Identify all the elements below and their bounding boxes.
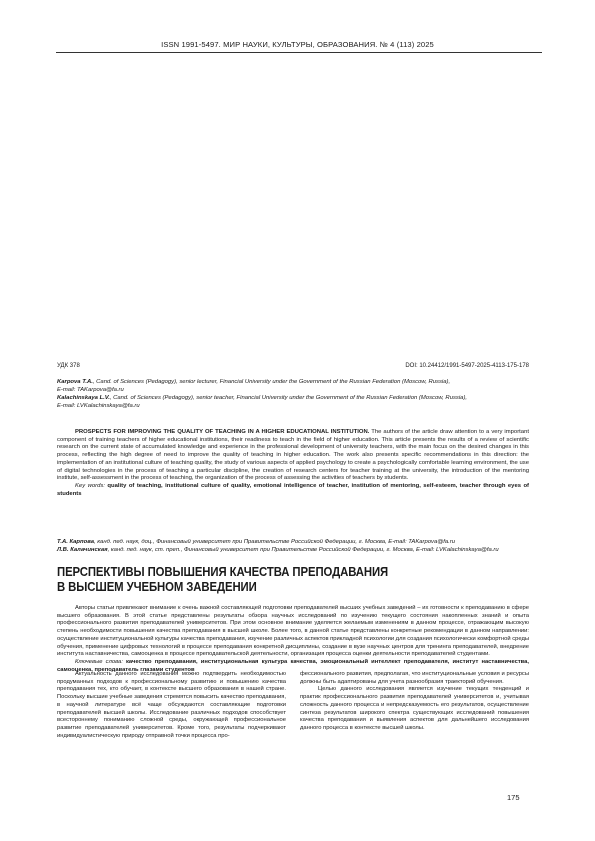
abstract-en-body bbox=[57, 429, 529, 483]
author-en-2 bbox=[57, 395, 529, 403]
body-paragraph bbox=[300, 671, 529, 686]
abstract-ru-text: Авторы статьи привлекают внимание к очень важной составляющей подготовки преподавателей высших учебных заведений – их готовности к преподаванию в сфере высшего образования. В этой статье представлены результаты обзора научных исследований по изучению текущего состояния накопленных знаний и опыта профессионального развития преподавателей университетов. При этом основное внимание уделяется желаемым изменениям в данном процессе, отражающим высокую степень необходимости повышения качества преподавания в высшей школе. Более того, в данной статье представлены конкретные рекомендации в данном направлении: осуществление институциональной культуры качества преподавания, изучение различных аспектов прикладной психологии для создания психологически комфортной среды обучения, применение цифровых технологий в процессе преподавания конкретной дисциплины, создание в вузе научных центров для тренинга преподавателей, внедрение института наставничества, самооценка в процессе преподавательской деятельности, организация процесса оценки деятельности преподавателей студентами. bbox=[57, 605, 530, 658]
header-divider bbox=[56, 52, 542, 53]
body-column-left bbox=[57, 671, 286, 740]
body-right-text-2: Целью данного исследования является изучение текущих тенденций и практик профессионального развития преподавателей университетов и, учитывая сложность данного процесса и непредсказуемость его результатов, осуществление синтеза результатов широкого спектра существующих исследований повышения качества преподавания и выявления аспектов для дальнейшего исследования данного процесса в контексте высшей школы. bbox=[300, 686, 529, 731]
author-en-1 bbox=[57, 379, 529, 387]
abstract-ru-body bbox=[57, 605, 529, 659]
journal-header: ISSN 1991-5497. МИР НАУКИ, КУЛЬТУРЫ, ОБРАЗОВАНИЯ. № 4 (113) 2025 bbox=[161, 40, 434, 49]
abstract-russian bbox=[57, 605, 529, 674]
title-ru-line-1: ПЕРСПЕКТИВЫ ПОВЫШЕНИЯ КАЧЕСТВА ПРЕПОДАВАНИЯ bbox=[57, 564, 389, 579]
udk-code: УДК 378 bbox=[57, 363, 80, 369]
body-column-right bbox=[300, 671, 529, 733]
author-ru-2-details: , канд. пед. наук, ст. преп., Финансовый университет при Правительстве Российской Федерации, г. Москва, E-mail: LVKalachinskaya@fa.ru bbox=[107, 547, 499, 554]
body-paragraph bbox=[300, 686, 529, 732]
keywords-english bbox=[57, 483, 529, 498]
keywords-ru-text: качество преподавания, институциональная культура качества, эмоциональный интеллект преподавателя, институт наставничества, самооценка, преподаватель глазами студентов bbox=[57, 658, 529, 673]
author-ru-2-name: Л.В. Калачинская bbox=[57, 547, 108, 554]
author-en-1-details: , Cand. of Sciences (Pedagogy), senior lecturer, Financial University under the Government of the Russian Federation (Moscow, Russia), bbox=[92, 379, 451, 385]
abstract-english bbox=[57, 429, 529, 498]
author-en-2-name: Kalachinskaya L.V. bbox=[57, 394, 110, 401]
keywords-en-text: quality of teaching, institutional culture of quality, emotional intelligence of teacher, institution of mentoring, self-esteem, teacher through eyes of students bbox=[57, 482, 530, 497]
title-ru-line-2: В ВЫСШЕМ УЧЕБНОМ ЗАВЕДЕНИИ bbox=[57, 579, 257, 594]
authors-english bbox=[57, 379, 529, 411]
author-ru-1 bbox=[57, 538, 529, 546]
author-en-1-name: Karpova T.A. bbox=[57, 379, 93, 385]
authors-russian bbox=[57, 538, 529, 555]
author-ru-1-details: , канд. пед. наук, доц., Финансовый университет при Правительстве Российской Федерации, г. Москва, E-mail: TAKarpova@fa.ru bbox=[94, 539, 456, 545]
author-en-2-details: , Cand. of Sciences (Pedagogy), senior teacher, Financial University under the Government of the Russian Federation (Moscow, Russia), bbox=[109, 394, 468, 401]
keywords-en-label: Key words: bbox=[75, 482, 105, 489]
page-number: 175 bbox=[507, 793, 520, 802]
body-left-text: Актуальность данного исследования можно подтвердить необходимостью продуманных подходов к профессиональному развитию и повышению качества преподавания тех, кто обучает, в контексте высшего образования в нашей стране. Поскольку высшие учебные заведения стремятся повысить качество преподавания, в научной литературе всё чаще обсуждаются составляющие подготовки преподавателей высшей школы. Исследование различных подходов способствует всестороннему пониманию сложной среды, окружающей профессиональное развитие преподавателей университетов. Кроме того, результаты подчеркивают индивидуалистическую природу отправной точки процесса про- bbox=[57, 671, 286, 739]
body-paragraph bbox=[57, 671, 286, 740]
abstract-en-text: The authors of the article draw attention to a very important component of training teachers of higher educational institutions, their readiness to teach in the field of higher education. This article presents the results of a review of scientific research on the current state of accumulated knowledge and experience in the professional development of university teachers, with the main focus on the desired changes in this process, reflecting the high degree of need to improve the quality of teaching in higher education. The work also presents specific recommendations in this direction: the implementation of an institutional culture of teaching quality, the study of various aspects of applied psychology to create a psychologically comfortable learning environment, the use of digital technologies in the process of teaching a particular discipline, the creation of research centers for teacher training at the university, the introduction of the mentoring institute, self-assessment in the process of teaching, the organization of the process of assessing the activities of teachers by students. bbox=[57, 429, 529, 482]
article-title-russian bbox=[57, 564, 470, 594]
article-title-english: PROSPECTS FOR IMPROVING THE QUALITY OF TEACHING IN A HIGHER EDUCATIONAL INSTITUTION. bbox=[75, 429, 370, 435]
keywords-ru-label: Ключевые слова: bbox=[75, 658, 123, 665]
author-en-1-email: E-mail: TAKarpova@fa.ru bbox=[57, 386, 124, 393]
doi: DOI: 10.24412/1991-5497-2025-4113-175-178 bbox=[405, 363, 529, 369]
author-ru-2 bbox=[57, 546, 529, 554]
author-ru-1-name: Т.А. Карпова bbox=[57, 539, 94, 545]
body-right-text-1: фессионального развития, предполагая, что институциональные условия и ресурсы должны быть адаптированы для учета разнообразия траекторий обучения. bbox=[300, 671, 529, 685]
author-en-2-email: E-mail: LVKalachinskaya@fa.ru bbox=[57, 402, 140, 409]
